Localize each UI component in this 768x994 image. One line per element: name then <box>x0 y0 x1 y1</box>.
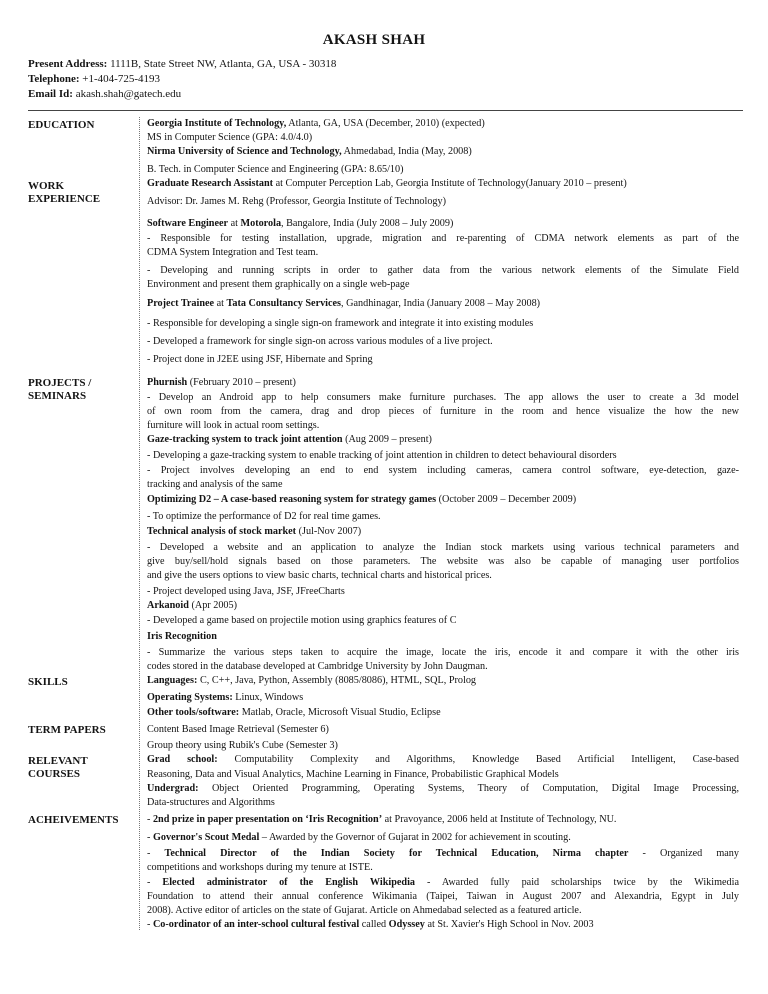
section-skills: SKILLS <box>28 676 68 688</box>
text-run: give buy/sell/hold signals based on those parameters. The website was also be capable of managing user portfolios <box>147 556 739 567</box>
text-run: furniture will look in actual room settings. <box>147 420 320 431</box>
content-line <box>147 661 739 674</box>
text-run: (February 2010 – present) <box>187 377 296 388</box>
text-run: Georgia Institute of Technology, <box>147 118 287 129</box>
text-run: tracking and analysis of the same <box>147 479 283 490</box>
content-line <box>147 279 739 292</box>
text-run: Languages: <box>147 675 198 686</box>
content-line <box>147 754 739 767</box>
content-line <box>147 526 739 539</box>
text-run: Technical analysis of stock market <box>147 526 297 537</box>
candidate-name: AKASH SHAH <box>322 32 426 48</box>
text-run: Foundation to attend their annual conference Wikimania (Taipei, Taiwan in August 2007 and Alexandria, Egypt in July <box>147 891 739 902</box>
content-line <box>147 377 739 390</box>
text-run: - Developed a framework for single sign-on across various modules of a live project. <box>147 336 493 347</box>
content-line <box>147 420 739 433</box>
text-run: Data-structures and Algorithms <box>147 797 275 808</box>
content-line <box>147 783 739 796</box>
text-run: - <box>147 832 153 843</box>
text-run: at Pravoyance, 2006 held at Institute of Technology, NU. <box>382 814 617 825</box>
text-run: - Developed a website and an application to analyze the Indian stock markets using various technical parameters and <box>147 542 739 553</box>
text-run: Arkanoid <box>147 600 189 611</box>
text-run: C, C++, Java, Python, Assembly (8085/8086), HTML, SQL, Prolog <box>197 675 477 686</box>
content-line <box>147 450 739 463</box>
phone-line <box>28 73 160 86</box>
content-line <box>147 318 739 331</box>
phone-label: Telephone: <box>28 73 80 85</box>
content-line <box>147 265 739 278</box>
text-run: - Developing and running scripts in order to gather data from the various network elements of the Simulate Field <box>147 265 739 276</box>
text-run: Optimizing D2 – A case-based reasoning system for strategy games <box>147 494 437 505</box>
text-run: Iris Recognition <box>147 631 217 642</box>
text-run: - Project done in J2EE using JSF, Hibernate and Spring <box>147 354 373 365</box>
text-run: - Organized many <box>628 848 739 859</box>
text-run: Odyssey <box>388 919 425 930</box>
content-line <box>147 146 739 159</box>
content-line <box>147 814 739 827</box>
content-line <box>147 542 739 555</box>
text-run: Computability Complexity and Algorithms, Knowledge Based Artificial Intelligent, Case-based <box>217 754 739 765</box>
content-line <box>147 905 739 918</box>
text-run: Grad school: <box>147 754 218 765</box>
text-run: Motorola <box>240 218 282 229</box>
text-run: at St. Xavier's High School in Nov. 2003 <box>424 919 594 930</box>
content-line <box>147 891 739 904</box>
text-run: Graduate Research Assistant <box>147 178 274 189</box>
text-run: Advisor: Dr. James M. Rehg (Professor, Georgia Institute of Technology) <box>147 196 446 207</box>
text-run: Operating Systems: <box>147 692 233 703</box>
content-line <box>147 862 739 875</box>
text-run: CDMA System Integration and Test team. <box>147 247 319 258</box>
email-line <box>28 88 181 101</box>
text-run: of own room from the camera, drag and drop pieces of furniture in the room and hence visualize the how the new <box>147 406 739 417</box>
section-term-papers: TERM PAPERS <box>28 724 106 736</box>
text-run: , Bangalore, India (July 2008 – July 2009) <box>281 218 454 229</box>
text-run: - Awarded fully paid scholarships twice by the Wikimedia <box>415 877 739 888</box>
text-run: Matlab, Oracle, Microsoft Visual Studio, Eclipse <box>239 707 441 718</box>
text-run: Tata Consultancy Services <box>226 298 342 309</box>
text-run: Environment and present them graphically on a single web-page <box>147 279 410 290</box>
content-line <box>147 178 739 191</box>
text-run: Undergrad: <box>147 783 199 794</box>
text-run: Project Trainee <box>147 298 215 309</box>
content-line <box>147 740 739 753</box>
content-line <box>147 631 739 644</box>
text-run: Nirma University of Science and Technology, <box>147 146 342 157</box>
content-line <box>147 556 739 569</box>
text-run: - <box>147 848 165 859</box>
text-run: - <box>147 919 153 930</box>
text-run: - To optimize the performance of D2 for real time games. <box>147 511 381 522</box>
content-line <box>147 707 739 720</box>
text-run: - Develop an Android app to help consumers make furniture purchases. The app allows the user to create a 3d model <box>147 392 739 403</box>
text-run: Gaze-tracking system to track joint attention <box>147 434 343 445</box>
text-run: Linux, Windows <box>232 692 304 703</box>
email-label: Email Id: <box>28 88 73 100</box>
header-divider <box>28 110 743 111</box>
content-line <box>147 354 739 367</box>
text-run: Elected administrator of the English Wikipedia <box>162 877 416 888</box>
content-line <box>147 647 739 660</box>
text-run: and give the users options to view basic charts, technical charts and historical prices. <box>147 570 492 581</box>
text-run: Object Oriented Programming, Operating Systems, Theory of Computation, Digital Image Processing, <box>198 783 739 794</box>
content-line <box>147 298 739 311</box>
text-run: 2008). Active editor of articles on the state of Gujarat. Article on Ahmedabad selected as a featured article. <box>147 905 582 916</box>
address-value: 1111B, State Street NW, Atlanta, GA, USA - 30318 <box>110 58 337 70</box>
content-line <box>147 196 739 209</box>
text-run: - Responsible for testing installation, upgrade, migration and re-parenting of CDMA network elements as part of the <box>147 233 739 244</box>
text-run: - <box>147 814 153 825</box>
content-line <box>147 164 739 177</box>
content-line <box>147 336 739 349</box>
address-label: Present Address: <box>28 58 108 70</box>
text-run: at Computer Perception Lab, Georgia Institute of Technology(January 2010 – present) <box>273 178 627 189</box>
text-run: at <box>228 218 241 229</box>
text-run: - <box>147 877 163 888</box>
text-run: called <box>359 919 389 930</box>
content-line <box>147 570 739 583</box>
text-run: Reasoning, Data and Visual Analytics, Machine Learning in Finance, Probabilistic Graphical Models <box>147 769 559 780</box>
content-line <box>147 406 739 419</box>
text-run: Technical Director of the Indian Society for Technical Education, Nirma chapter <box>164 848 629 859</box>
address-line <box>28 58 336 71</box>
content-line <box>147 233 739 246</box>
content-line <box>147 118 739 131</box>
content-line <box>147 479 739 492</box>
text-run: – Awarded by the Governor of Gujarat in 2002 for achievement in scouting. <box>259 832 571 843</box>
text-run: competitions and workshops during my tenure at ISTE. <box>147 862 373 873</box>
text-run: Phurnish <box>147 377 188 388</box>
content-line <box>147 218 739 231</box>
content-line <box>147 832 739 845</box>
content-line <box>147 434 739 447</box>
text-run: , Gandhinagar, India (January 2008 – May 2008) <box>341 298 541 309</box>
phone-value: +1-404-725-4193 <box>82 73 160 85</box>
text-run: - Project developed using Java, JSF, JFreeCharts <box>147 586 345 597</box>
content-line <box>147 392 739 405</box>
text-run: Ahmedabad, India (May, 2008) <box>341 146 472 157</box>
content-line <box>147 724 739 737</box>
text-run: - Summarize the various steps taken to acquire the image, locate the iris, encode it and compare it with the other iris <box>147 647 739 658</box>
content-line <box>147 465 739 478</box>
content-line <box>147 675 739 688</box>
column-divider <box>139 117 140 930</box>
text-run: - Project involves developing an end to end system including cameras, camera control software, eye-detection, gaze- <box>147 465 739 476</box>
content-line <box>147 797 739 810</box>
text-run: Content Based Image Retrieval (Semester 6) <box>147 724 329 735</box>
content-line <box>147 877 739 890</box>
content-line <box>147 586 739 599</box>
content-line <box>147 600 739 613</box>
text-run: MS in Computer Science (GPA: 4.0/4.0) <box>147 132 313 143</box>
text-run: Atlanta, GA, USA (December, 2010) (expected) <box>286 118 485 129</box>
content-line <box>147 132 739 145</box>
content-line <box>147 494 739 507</box>
text-run: B. Tech. in Computer Science and Engineering (GPA: 8.65/10) <box>147 164 404 175</box>
text-run: Group theory using Rubik's Cube (Semester 3) <box>147 740 338 751</box>
content-line <box>147 247 739 260</box>
content-line <box>147 615 739 628</box>
text-run: - Responsible for developing a single sign-on framework and integrate it into existing modules <box>147 318 534 329</box>
text-run: (October 2009 – December 2009) <box>436 494 577 505</box>
email-value: akash.shah@gatech.edu <box>75 88 182 100</box>
content-line <box>147 692 739 705</box>
content-line <box>147 919 739 932</box>
text-run: Governor's Scout Medal <box>152 832 260 843</box>
content-line <box>147 511 739 524</box>
text-run: at <box>214 298 227 309</box>
section-work-experience: WORK EXPERIENCE <box>28 180 101 205</box>
section-achievements: ACHEIVEMENTS <box>28 814 119 826</box>
content-line <box>147 769 739 782</box>
text-run: Software Engineer <box>147 218 229 229</box>
text-run: (Apr 2005) <box>188 600 238 611</box>
text-run: codes stored in the database developed at Cambridge University by John Daugman. <box>147 661 488 672</box>
text-run: Co-ordinator of an inter-school cultural festival <box>152 919 360 930</box>
text-run: (Jul-Nov 2007) <box>296 526 362 537</box>
section-projects: PROJECTS / SEMINARS <box>28 377 92 402</box>
text-run: (Aug 2009 – present) <box>342 434 432 445</box>
section-relevant-courses: RELEVANT COURSES <box>28 755 88 780</box>
text-run: Other tools/software: <box>147 707 240 718</box>
text-run: - Developing a gaze-tracking system to enable tracking of joint attention in children to detect behavioural disorders <box>147 450 617 461</box>
text-run: 2nd prize in paper presentation on ‘Iris Recognition’ <box>152 814 383 825</box>
text-run: - Developed a game based on projectile motion using graphics features of C <box>147 615 457 626</box>
content-line <box>147 848 739 861</box>
section-education: EDUCATION <box>28 119 95 131</box>
